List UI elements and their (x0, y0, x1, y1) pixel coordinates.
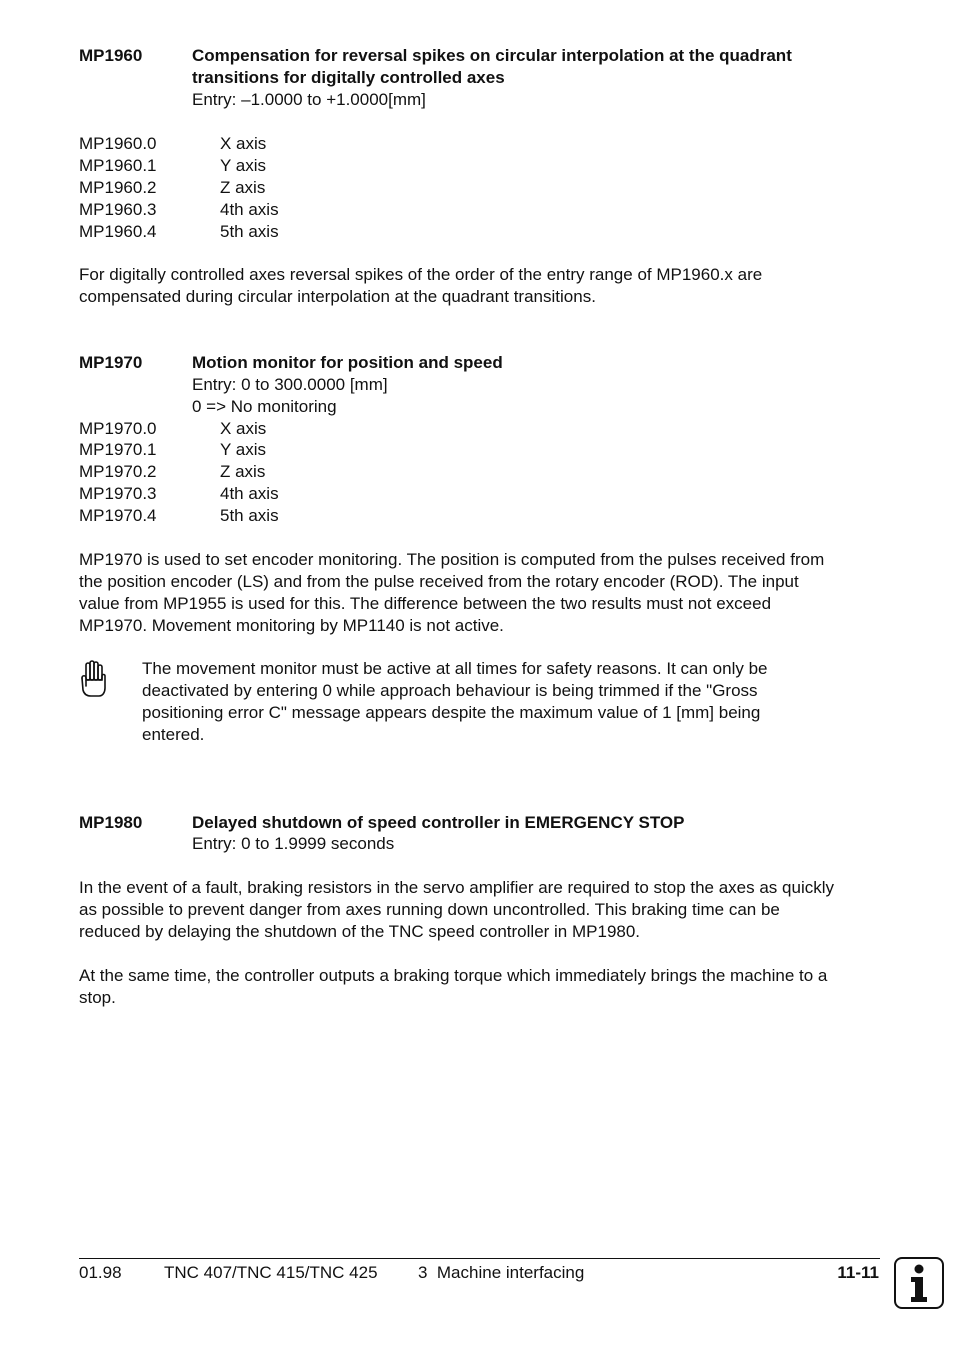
mp1960-title-line1: Compensation for reversal spikes on circular interpolation at the quadrant (192, 46, 792, 65)
mp1970-param-axis: 5th axis (220, 506, 279, 525)
mp1960-param-axis: 4th axis (220, 200, 279, 219)
note-line: deactivated by entering 0 while approach behaviour is being trimmed if the "Gross (142, 681, 758, 700)
mp1980-description-line: stop. (79, 988, 116, 1007)
mp1960-param-axis: Z axis (220, 178, 266, 197)
mp1960-param-code: MP1960.1 (79, 156, 157, 175)
mp1960-param-axis: Y axis (220, 156, 266, 175)
mp1970-description-line: value from MP1955 is used for this. The difference between the two results must not exceed (79, 594, 772, 613)
mp1980-description-line: reduced by delaying the shutdown of the TNC speed controller in MP1980. (79, 922, 641, 941)
mp1970-title: Motion monitor for position and speed (192, 353, 503, 372)
mp1970-description-line: MP1970 is used to set encoder monitoring. The position is computed from the pulses received from (79, 550, 825, 569)
mp1980-entry: Entry: 0 to 1.9999 seconds (192, 834, 395, 853)
mp1970-description-line: MP1970. Movement monitoring by MP1140 is not active. (79, 616, 504, 635)
footer-date: 01.98 (79, 1263, 122, 1282)
mp1960-param-code: MP1960.0 (79, 134, 157, 153)
mp1960-description-line: compensated during circular interpolation at the quadrant transitions. (79, 287, 596, 306)
mp1980-description-line: At the same time, the controller outputs a braking torque which immediately brings the machine to a (79, 966, 828, 985)
mp1980-title: Delayed shutdown of speed controller in EMERGENCY STOP (192, 813, 685, 832)
info-icon (894, 1257, 944, 1309)
mp1980-code: MP1980 (79, 813, 143, 832)
mp1980-description-line: as possible to prevent danger from axes running down uncontrolled. This braking time can be (79, 900, 780, 919)
footer-model: TNC 407/TNC 415/TNC 425 (164, 1263, 378, 1282)
mp1960-title-line2: transitions for digitally controlled axes (192, 68, 505, 87)
mp1970-entry: Entry: 0 to 300.0000 [mm] (192, 375, 388, 394)
mp1970-description-line: the position encoder (LS) and from the pulse received from the rotary encoder (ROD). The input (79, 572, 799, 591)
mp1970-param-code: MP1970.0 (79, 419, 157, 438)
mp1970-entry-note: 0 => No monitoring (192, 397, 337, 416)
note-line: positioning error C" message appears despite the maximum value of 1 [mm] being (142, 703, 761, 722)
mp1970-param-axis: 4th axis (220, 484, 279, 503)
mp1960-param-code: MP1960.3 (79, 200, 157, 219)
mp1980-description-line: In the event of a fault, braking resistors in the servo amplifier are required to stop the axes as quickly (79, 878, 834, 897)
mp1970-param-axis: X axis (220, 419, 267, 438)
note-line: entered. (142, 725, 205, 744)
page-number: 11-11 (837, 1263, 879, 1282)
mp1970-param-axis: Y axis (220, 440, 266, 459)
footer-chapter: 3 Machine interfacing (418, 1263, 585, 1282)
mp1960-param-code: MP1960.2 (79, 178, 157, 197)
mp1960-param-axis: X axis (220, 134, 267, 153)
note-line: The movement monitor must be active at all times for safety reasons. It can only be (142, 659, 768, 678)
mp1960-code: MP1960 (79, 46, 143, 65)
mp1960-param-code: MP1960.4 (79, 222, 157, 241)
mp1970-param-code: MP1970.1 (79, 440, 157, 459)
mp1970-param-code: MP1970.3 (79, 484, 157, 503)
footer-rule (79, 1258, 880, 1259)
mp1960-description-line: For digitally controlled axes reversal spikes of the order of the entry range of MP1960.x are (79, 265, 763, 284)
pointing-hand-icon (79, 656, 109, 702)
mp1970-param-axis: Z axis (220, 462, 266, 481)
mp1960-param-axis: 5th axis (220, 222, 279, 241)
mp1960-entry: Entry: –1.0000 to +1.0000[mm] (192, 90, 426, 109)
mp1970-code: MP1970 (79, 353, 143, 372)
mp1970-param-code: MP1970.4 (79, 506, 157, 525)
mp1970-param-code: MP1970.2 (79, 462, 157, 481)
